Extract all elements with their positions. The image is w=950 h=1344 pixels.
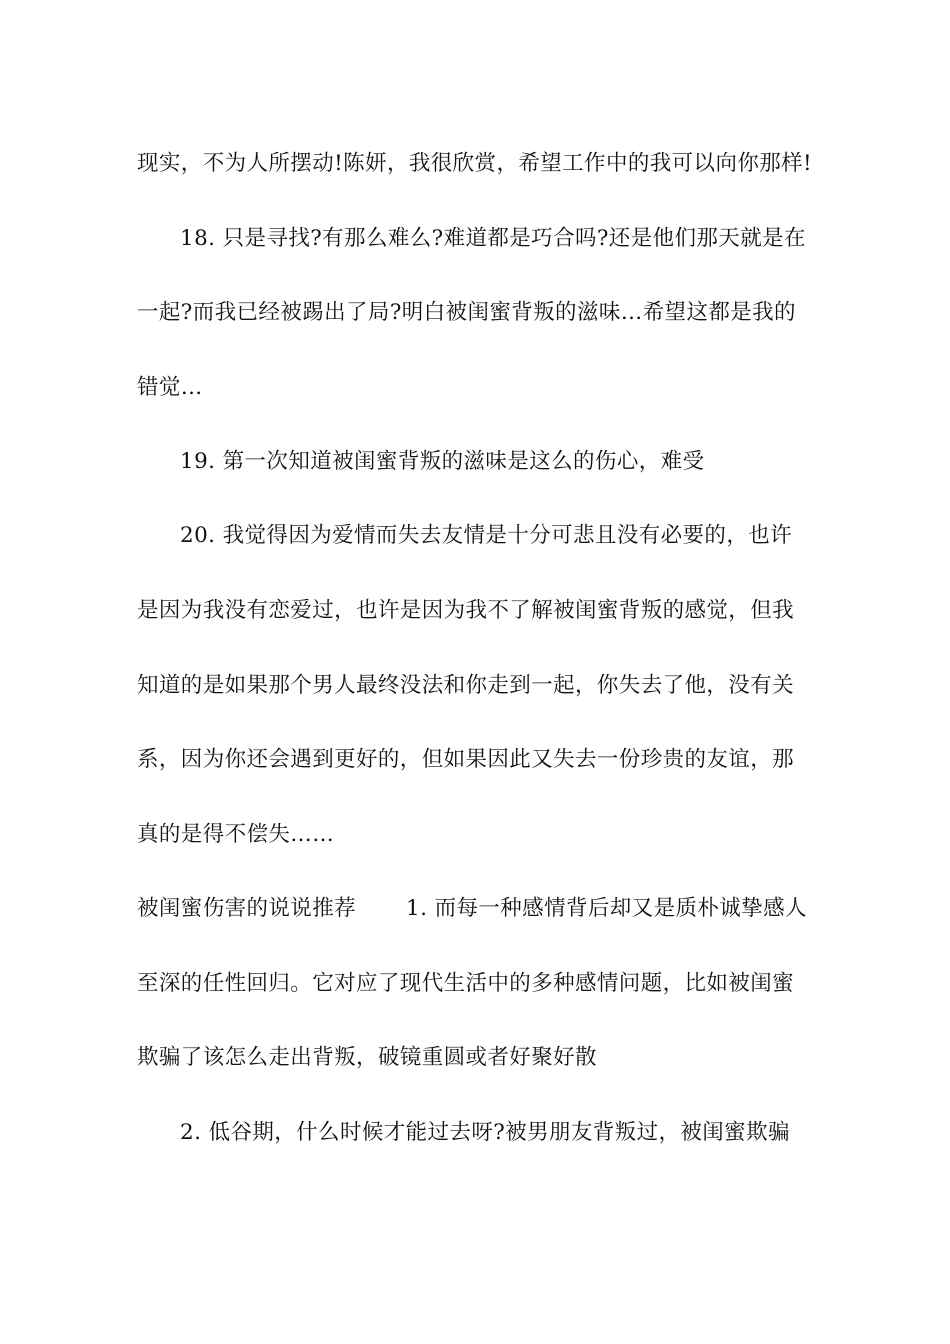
text-line-1: 现实，不为人所摆动!陈妍，我很欣赏，希望工作中的我可以向你那样! xyxy=(137,151,813,176)
text-line-6: 20. 我觉得因为爱情而失去友情是十分可悲且没有必要的，也许 xyxy=(180,523,793,548)
section-heading-line xyxy=(137,889,827,929)
text-line-8: 知道的是如果那个男人最终没法和你走到一起，你失去了他，没有关 xyxy=(137,673,795,698)
text-line-7: 是因为我没有恋爱过，也许是因为我不了解被闺蜜背叛的感觉，但我 xyxy=(137,598,795,623)
text-line-5: 19. 第一次知道被闺蜜背叛的滋味是这么的伤心，难受 xyxy=(180,449,705,474)
text-line-13: 欺骗了该怎么走出背叛，破镜重圆或者好聚好散 xyxy=(137,1045,597,1070)
text-line-3: 一起?而我已经被踢出了局?明白被闺蜜背叛的滋味…希望这都是我的 xyxy=(137,300,796,325)
text-line-2: 18. 只是寻找?有那么难么?难道都是巧合吗?还是他们那天就是在 xyxy=(180,226,806,251)
text-line-4: 错觉… xyxy=(137,375,203,400)
text-line-9: 系，因为你还会遇到更好的，但如果因此又失去一份珍贵的友谊，那 xyxy=(137,747,795,772)
section-first-line: 1. 而每一种感情背后却又是质朴诚挚感人 xyxy=(406,896,807,921)
text-line-12: 至深的任性回归。它对应了现代生活中的多种感情问题，比如被闺蜜 xyxy=(137,971,795,996)
text-line-10: 真的是得不偿失…… xyxy=(137,822,335,847)
section-heading: 被闺蜜伤害的说说推荐 xyxy=(137,896,357,921)
text-line-14: 2. 低谷期，什么时候才能过去呀?被男朋友背叛过，被闺蜜欺骗 xyxy=(180,1120,790,1145)
